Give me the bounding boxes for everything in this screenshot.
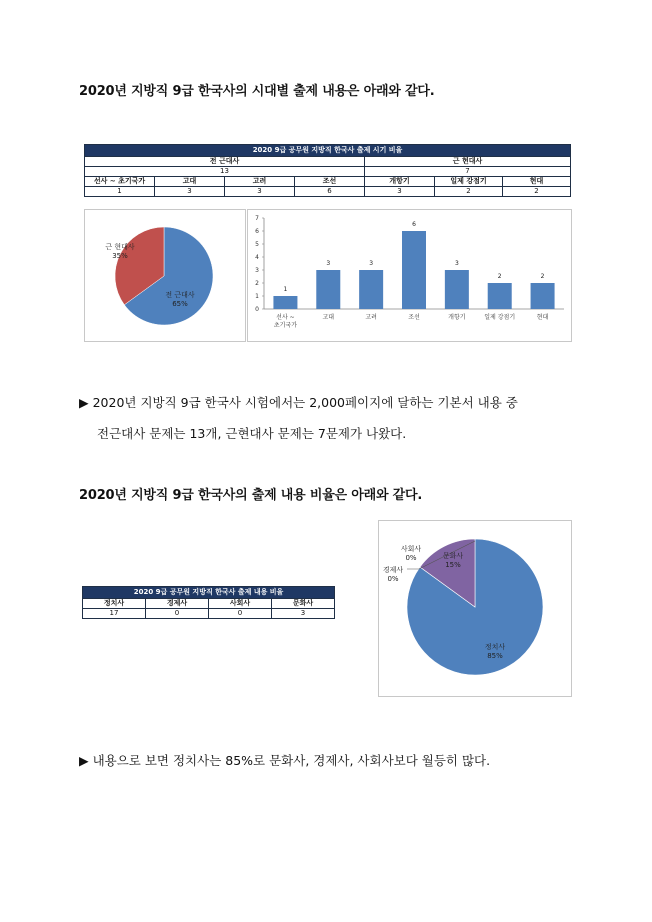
period-count: 6	[295, 187, 365, 197]
bar-value-label: 6	[412, 221, 416, 228]
x-tick-label: 고대	[322, 314, 335, 321]
bar	[488, 283, 512, 309]
y-tick-label: 4	[255, 254, 259, 261]
period-header: 선사 ~ 초기국가	[85, 177, 155, 187]
section2-paragraph: ▶ 내용으로 보면 정치사는 85%로 문화사, 경제사, 사회사보다 월등히 많다.	[79, 753, 491, 768]
group-count-modern: 7	[365, 167, 571, 177]
content-pie-svg	[379, 521, 571, 696]
content-header: 문화사	[272, 599, 335, 609]
group-header-premodern: 전 근대사	[85, 157, 365, 167]
content-pie-chart	[378, 520, 572, 697]
bar	[531, 283, 555, 309]
bar-value-label: 2	[540, 273, 545, 280]
period-bar-svg	[248, 210, 571, 341]
period-bar-chart	[247, 209, 572, 342]
y-tick-label: 2	[255, 280, 259, 287]
y-tick-label: 7	[255, 215, 259, 222]
y-tick-label: 3	[255, 267, 259, 274]
pie-data-label: 문화사 15%	[442, 552, 464, 569]
bar-value-label: 3	[454, 260, 459, 267]
section2-heading: 2020년 지방직 9급 한국사의 출제 내용 비율은 아래와 같다.	[79, 488, 423, 503]
content-table	[82, 586, 335, 619]
x-tick-label: 조선	[408, 314, 420, 321]
era-pie-svg	[85, 210, 245, 341]
content-value: 17	[83, 609, 146, 619]
bar	[445, 270, 469, 309]
x-tick-label: 고려	[365, 314, 377, 321]
content-header: 정치사	[83, 599, 146, 609]
pie-data-label: 전 근대사 65%	[165, 291, 195, 308]
pie-data-label: 사회사 0%	[400, 545, 422, 562]
period-header: 현대	[503, 177, 571, 187]
period-count: 3	[225, 187, 295, 197]
bar-value-label: 1	[283, 286, 288, 293]
pie-data-label: 정치사 85%	[484, 643, 506, 660]
y-tick-label: 1	[255, 293, 259, 300]
period-count: 3	[155, 187, 225, 197]
content-value: 3	[272, 609, 335, 619]
bar-value-label: 3	[326, 260, 331, 267]
bar	[273, 296, 297, 309]
bar-value-label: 3	[369, 260, 374, 267]
section1-paragraph-line2: 전근대사 문제는 13개, 근현대사 문제는 7문제가 나왔다.	[97, 426, 407, 441]
content-header: 경제사	[146, 599, 209, 609]
period-header: 일제 강점기	[435, 177, 503, 187]
period-count: 2	[435, 187, 503, 197]
period-table	[84, 144, 571, 197]
x-tick-label: 일제 강점기	[484, 314, 516, 321]
period-count: 3	[365, 187, 435, 197]
section1-paragraph-line1: ▶ 2020년 지방직 9급 한국사 시험에서는 2,000페이지에 달하는 기본서 내용 중	[79, 395, 518, 410]
content-value: 0	[146, 609, 209, 619]
content-table-title: 2020 9급 공무원 지방직 한국사 출제 내용 비율	[83, 587, 335, 599]
y-tick-label: 5	[255, 241, 259, 248]
era-pie-chart	[84, 209, 246, 342]
period-header: 고려	[225, 177, 295, 187]
period-count: 2	[503, 187, 571, 197]
group-count-premodern: 13	[85, 167, 365, 177]
period-count: 1	[85, 187, 155, 197]
pie-data-label: 근 현대사 35%	[105, 243, 135, 260]
content-value: 0	[209, 609, 272, 619]
x-tick-label: 선사 ~ 초기국가	[273, 314, 298, 329]
bar	[316, 270, 340, 309]
group-header-modern: 근 현대사	[365, 157, 571, 167]
x-tick-label: 개항기	[448, 314, 466, 321]
period-header: 개항기	[365, 177, 435, 187]
bar-value-label: 2	[497, 273, 502, 280]
bar	[359, 270, 383, 309]
y-tick-label: 6	[255, 228, 259, 235]
content-header: 사회사	[209, 599, 272, 609]
period-header: 고대	[155, 177, 225, 187]
period-table-title: 2020 9급 공무원 지방직 한국사 출제 시기 비율	[85, 145, 571, 157]
pie-data-label: 경제사 0%	[382, 566, 404, 583]
bar	[402, 231, 426, 309]
y-tick-label: 0	[255, 306, 259, 313]
x-tick-label: 현대	[536, 314, 549, 321]
period-header: 조선	[295, 177, 365, 187]
section1-heading: 2020년 지방직 9급 한국사의 시대별 출제 내용은 아래와 같다.	[79, 84, 435, 99]
